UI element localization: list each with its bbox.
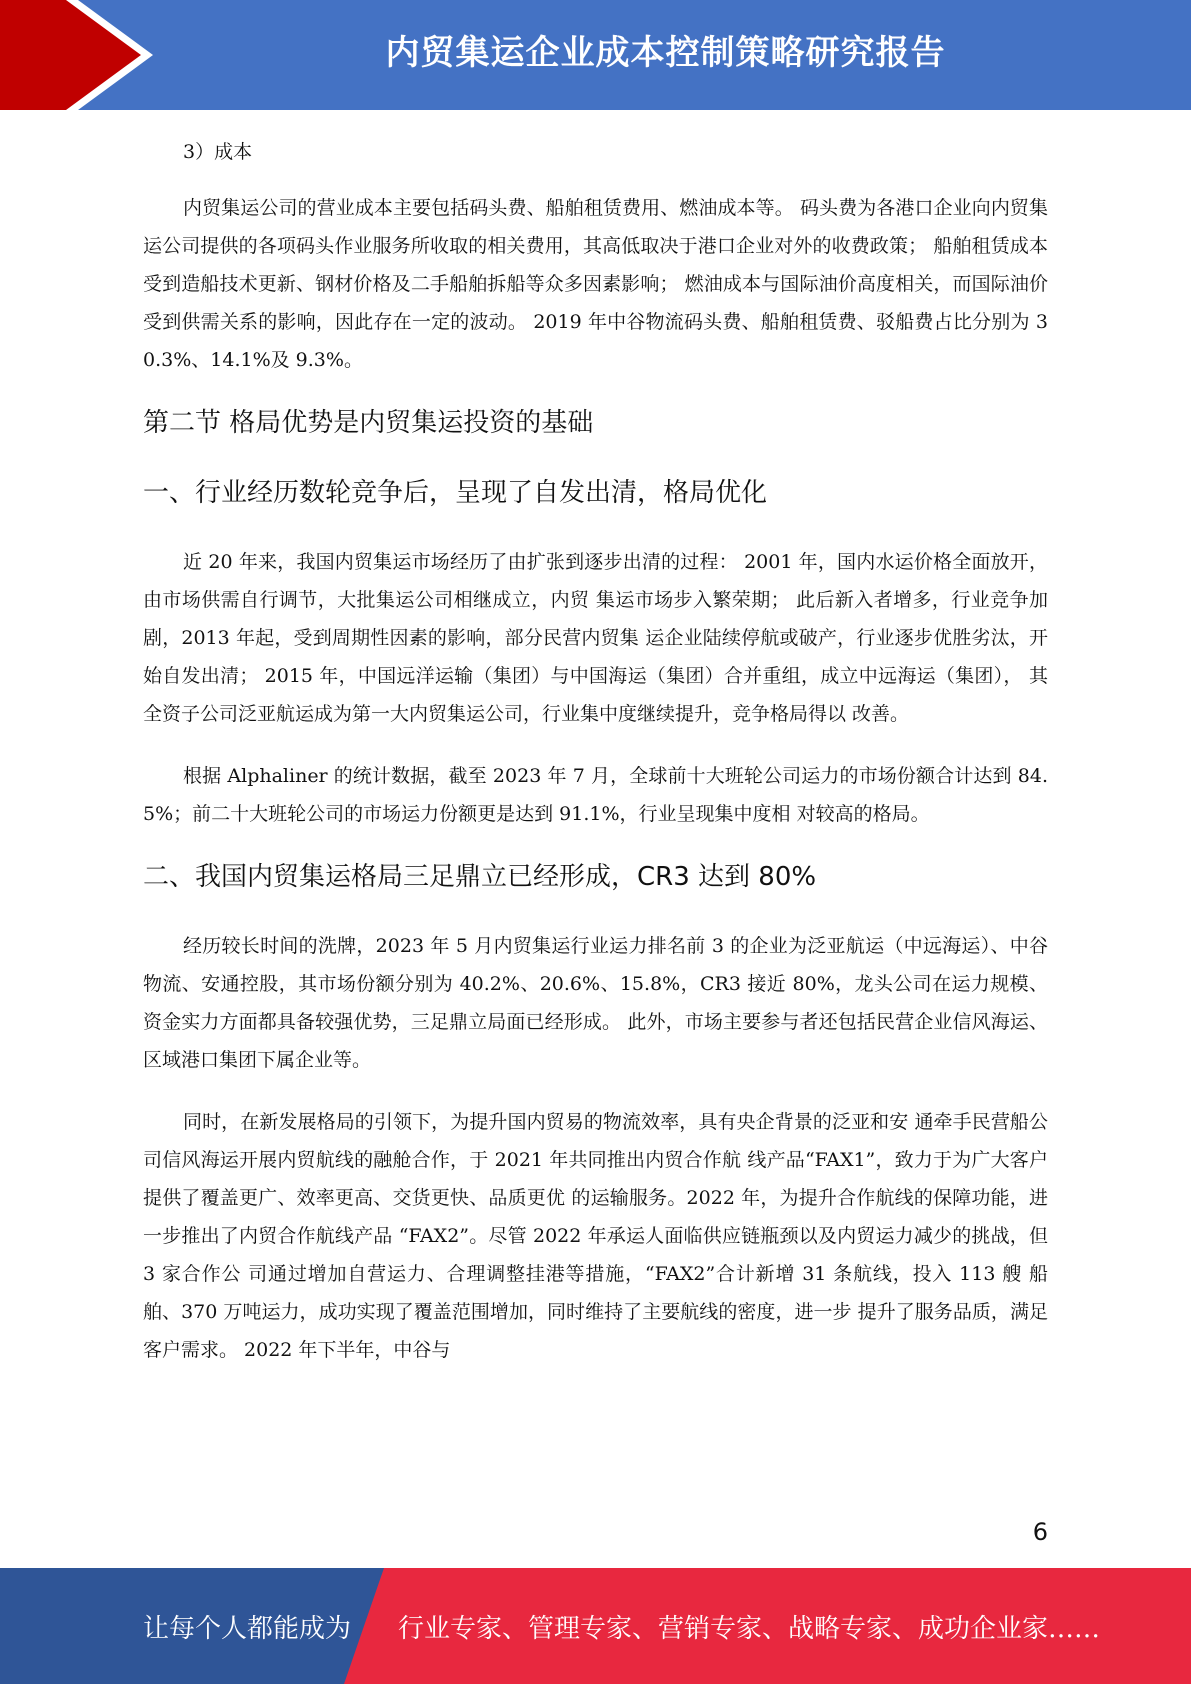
report-title: 内贸集运企业成本控制策略研究报告 — [385, 33, 946, 73]
heading-one: 一、行业经历数轮竞争后，呈现了自发出清，格局优化 — [143, 478, 768, 508]
footer-slogan-right: 行业专家、管理专家、营销专家、战略专家、成功企业家…… — [398, 1614, 1101, 1644]
paragraph-alphaliner: 根据 Alphaliner 的统计数据，截至 2023 年 7 月，全球前十大班轮公司运力的市场份额合计达到 84.5%；前二十大班轮公司的市场运力份额更是达到 91.1%，行业呈现集中度相 对较高的格局。 — [143, 765, 1048, 825]
page-number: 6 — [1032, 1518, 1048, 1546]
header-chevron-icon — [0, 0, 160, 110]
heading-two: 二、我国内贸集运格局三足鼎立已经形成，CR3 达到 80% — [143, 862, 817, 892]
page-content — [143, 133, 1048, 1393]
paragraph-cooperation: 同时，在新发展格局的引领下，为提升国内贸易的物流效率，具有央企背景的泛亚和安 通牵手民营船公司信风海运开展内贸航线的融舱合作，于 2021 年共同推出内贸合作航 线产品“FAX1”，致力于为广大客户提供了覆盖更广、效率更高、交货更快、品质更优 的运输服务。2022 年，为提升合作航线的保障功能，进一步推出了内贸合作航线产品 “FAX2”。尽管 2022 年承运人面临供应链瓶颈以及内贸运力减少的挑战，但 3 家合作公 司通过增加自营运力、合理调整挂港等措施，“FAX2”合计新增 31 条航线，投入 113 艘 船舶、370 万吨运力，成功实现了覆盖范围增加，同时维持了主要航线的密度，进一步 提升了服务品质，满足客户需求。 2022 年下半年，中谷与 — [143, 1111, 1048, 1361]
subsection-label: 3）成本 — [183, 141, 253, 163]
paragraph-cost: 内贸集运公司的营业成本主要包括码头费、船舶租赁费用、燃油成本等。 码头费为各港口企业向内贸集运公司提供的各项码头作业服务所收取的相关费用，其高低取决于港口企业对外的收费政策； 船舶租赁成本受到造船技术更新、钢材价格及二手船舶拆船等众多因素影响； 燃油成本与国际油价高度相关，而国际油价受到供需关系的影响，因此存在一定的波动。 2019 年中谷物流码头费、船舶租赁费、驳船费占比分别为 30.3%、14.1%及 9.3%。 — [143, 197, 1048, 371]
section-title: 第二节 格局优势是内贸集运投资的基础 — [143, 408, 594, 438]
paragraph-cr3: 经历较长时间的洗牌，2023 年 5 月内贸集运行业运力排名前 3 的企业为泛亚航运（中远海运）、中谷物流、安通控股，其市场份额分别为 40.2%、20.6%、15.8%，CR3 接近 80%，龙头公司在运力规模、资金实力方面都具备较强优势，三足鼎立局面已经形成。 此外，市场主要参与者还包括民营企业信风海运、区域港口集团下属企业等。 — [143, 935, 1048, 1071]
page-header — [0, 0, 1191, 110]
page-footer — [0, 1568, 1191, 1684]
paragraph-history: 近 20 年来，我国内贸集运市场经历了由扩张到逐步出清的过程： 2001 年，国内水运价格全面放开，由市场供需自行调节，大批集运公司相继成立，内贸 集运市场步入繁荣期； 此后新入者增多，行业竞争加剧，2013 年起，受到周期性因素的影响，部分民营内贸集 运企业陆续停航或破产，行业逐步优胜劣汰，开始自发出清； 2015 年，中国远洋运输（集团）与中国海运（集团）合并重组，成立中远海运（集团）， 其全资子公司泛亚航运成为第一大内贸集运公司，行业集中度继续提升，竞争格局得以 改善。 — [143, 551, 1048, 725]
footer-slogan-left: 让每个人都能成为 — [143, 1614, 352, 1644]
